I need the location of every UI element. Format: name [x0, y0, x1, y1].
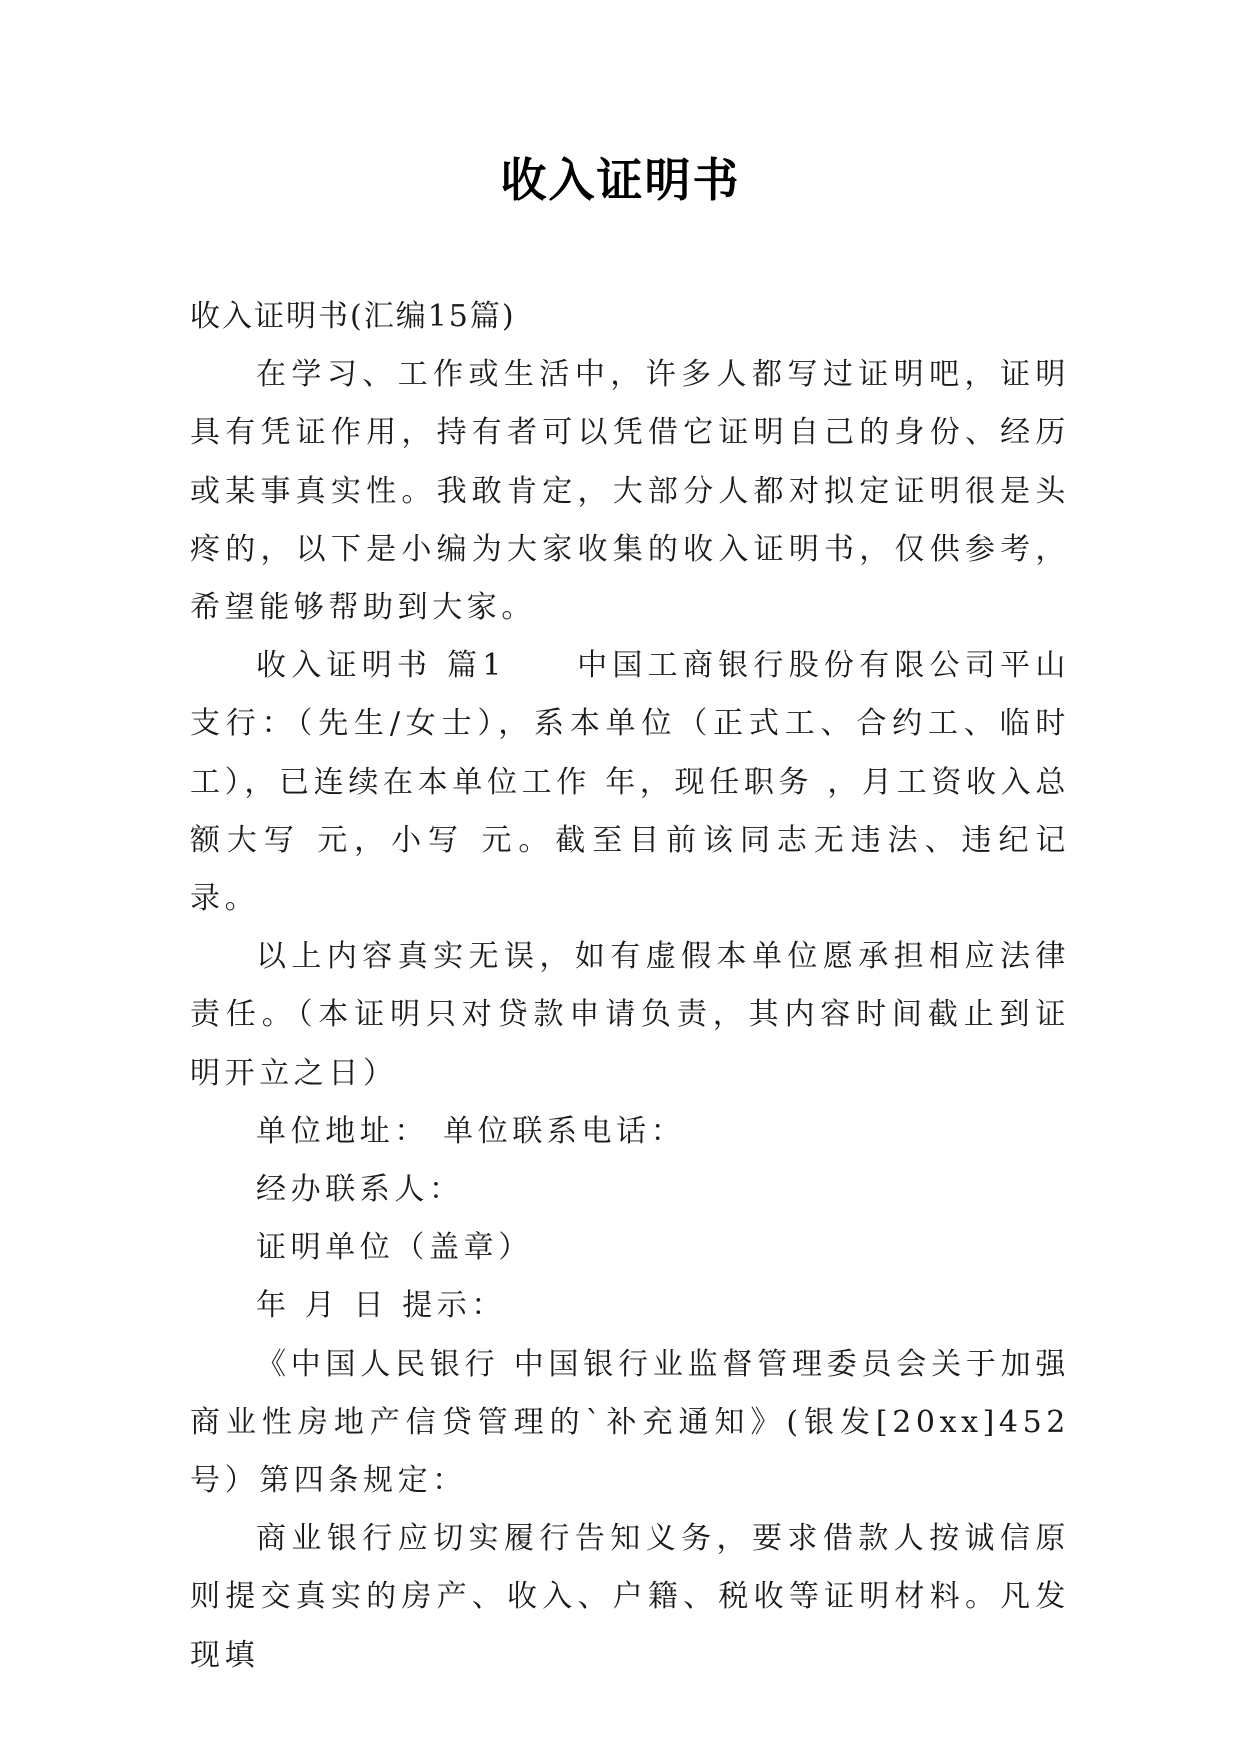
- document-body: [190, 288, 1070, 1685]
- unit-address-line: 单位地址： 单位联系电话：: [256, 1113, 686, 1149]
- declaration-paragraph: 以上内容真实无误，如有虚假本单位愿承担相应法律责任。（本证明只对贷款申请负责，其内容时间截止到证明开立之日）: [190, 939, 1070, 1091]
- collection-heading: 收入证明书(汇编15篇): [190, 299, 516, 334]
- contact-person-line: 经办联系人：: [256, 1172, 464, 1208]
- document-title: 收入证明书: [500, 153, 741, 207]
- bank-duty-paragraph: 商业银行应切实履行告知义务，要求借款人按诚信原则提交真实的房产、收入、户籍、税收等证明材料。凡发现填: [190, 1521, 1070, 1673]
- date-hint-line: 年 月 日 提示：: [256, 1288, 507, 1324]
- intro-paragraph: 在学习、工作或生活中，许多人都写过证明吧，证明具有凭证作用，持有者可以凭借它证明自己的身份、经历或某事真实性。我敢肯定，大部分人都对拟定证明很是头疼的，以下是小编为大家收集的收入证明书，仅供参考，希望能够帮助到大家。: [190, 357, 1070, 626]
- certifying-unit-line: 证明单位（盖章）: [256, 1230, 533, 1266]
- regulation-paragraph: 《中国人民银行 中国银行业监督管理委员会关于加强商业性房地产信贷管理的`补充通知》(银发[20xx]452号）第四条规定：: [190, 1346, 1070, 1499]
- certificate-paragraph-1: 收入证明书 篇1 中国工商银行股份有限公司平山支行：（先生/女士），系本单位（正式工、合约工、临时工），已连续在本单位工作 年，现任职务 ，月工资收入总额大写 元，小写 元。截至目前该同志无违法、违纪记录。: [190, 648, 1070, 917]
